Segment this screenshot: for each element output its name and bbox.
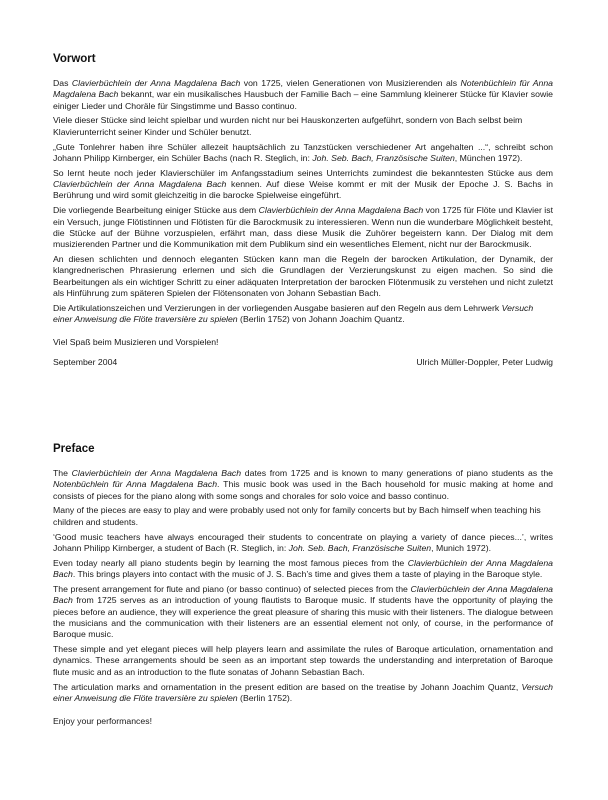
- paragraph-text: , Munich 1972).: [431, 542, 492, 553]
- paragraph-text: von 1725, vielen Generationen von Musizierenden als: [240, 78, 461, 88]
- paragraph-text: An diesen schlichten und dennoch eleganten Stücken kann man die Regeln der barocken Artikulation, der Dynamik, der klangrednerischen Phrasierung erlernen und sich die Grundlagen der Verzierungskunst zu eigen machen. So sind die Bearbeitungen als ein wichtiger Schritt zu einer adäquaten Interpretation der barocken Flötenmusik zu verstehen und nicht zuletzt als Hinführung zum späteren Spielen der Flötensonaten von Johann Sebastian Bach.: [53, 254, 553, 299]
- body-paragraph: [53, 682, 553, 705]
- paragraph-text: from 1725 serves as an introduction of young flautists to Baroque music. If students have the opportunity of playing the pieces before an audience, they will experience the great pleasure of sharing this music with their listeners. The dialogue between the musicians and the communication with their listeners are an essential element not only, of course, in the performance of Baroque music.: [53, 595, 553, 640]
- body-paragraph: [53, 468, 553, 502]
- paragraph-text: Die vorliegende Bearbeitung einiger Stücke aus dem: [53, 205, 259, 216]
- italic-title-text: Notenbüchlein für Anna Magdalena Bach: [53, 479, 218, 490]
- body-paragraph: [53, 558, 553, 581]
- paragraph-text: So lernt heute noch jeder Klavierschüler im Anfangsstadium seines Unterrichts zumindest die bekanntesten Stücke aus dem: [53, 167, 553, 178]
- italic-title-text: Clavierbüchlein der Anna Magdalena Bach: [53, 584, 553, 606]
- paragraph-text: kennen. Auf diese Weise kommt er mit der Musik der Epoche J. S. Bachs in Berührung und wird somit gleichzeitig in die barocke Spielweise eingeführt.: [53, 179, 553, 201]
- paragraph-text: The present arrangement for flute and piano (or basso continuo) of selected pieces from the: [53, 584, 411, 595]
- body-paragraph: [53, 142, 553, 165]
- paragraph-text: von 1725 für Flöte und Klavier ist ein Versuch, junge Flötistinnen und Flötisten für die Barockmusik zu interessieren. Wenn nun die wunderbare Möglichkeit besteht, die Stücke auf der Bühne vorzuspielen, erfährt man, dass diese Musik die Zuhörer begeistern kann. Der Dialog mit dem musizierenden Partner und die Kommunikation mit dem Publikum sind ein wesentliches Element, nicht nur der Barockmusik.: [53, 205, 553, 250]
- body-paragraph: [53, 78, 553, 112]
- vorwort-date: September 2004: [53, 357, 118, 368]
- body-paragraph: [53, 205, 553, 250]
- signature-row: [53, 357, 553, 368]
- paragraph-text: Die Artikulationszeichen und Verzierungen in der vorliegenden Ausgabe basieren auf den Regeln aus dem Lehrwerk: [53, 302, 502, 313]
- preface-section: [53, 442, 553, 731]
- vorwort-body: [53, 78, 553, 326]
- italic-title-text: Versuch einer Anweisung die Flöte traversière zu spielen: [53, 302, 534, 325]
- body-paragraph: [53, 168, 553, 202]
- body-paragraph: [53, 644, 553, 678]
- spacer: [53, 708, 553, 716]
- paragraph-text: ‘Good music teachers have always encouraged their students to concentrate on playing a variety of dance pieces...’, writes Johann Philipp Kirnberger, a student of Bach (R. Steglich, in:: [53, 531, 553, 553]
- paragraph-text: Das: [53, 78, 72, 88]
- italic-title-text: Notenbüchlein für Anna Magdalena Bach: [53, 78, 553, 100]
- italic-title-text: Joh. Seb. Bach, Französische Suiten: [312, 152, 455, 163]
- vorwort-heading: Vorwort: [53, 53, 96, 65]
- paragraph-text: These simple and yet elegant pieces will help players learn and assimilate the rules of Baroque articulation, ornamentation and dynamics. These arrangements should be seen as an important step towards the understanding and interpretation of Baroque flute music and as an introduction to the flute sonatas of Johann Sebastian Bach.: [53, 644, 553, 677]
- preface-heading: Preface: [53, 443, 95, 455]
- vorwort-closing: Viel Spaß beim Musizieren und Vorspielen!: [53, 337, 219, 348]
- paragraph-text: (Berlin 1752) von Johann Joachim Quantz.: [237, 314, 405, 325]
- paragraph-text: Even today nearly all piano students begin by learning the most famous pieces from the: [53, 557, 408, 568]
- vorwort-authors: Ulrich Müller-Doppler, Peter Ludwig: [416, 357, 553, 368]
- italic-title-text: Versuch einer Anweisung die Flöte traversière zu spielen: [53, 681, 553, 703]
- paragraph-text: dates from 1725 and is known to many generations of piano students as the: [241, 468, 553, 478]
- vorwort-section: [53, 52, 553, 369]
- paragraph-text: (Berlin 1752).: [237, 692, 293, 703]
- paragraph-text: The articulation marks and ornamentation in the present edition are based on the treatise by Johann Joachim Quantz,: [53, 681, 522, 692]
- preface-body: [53, 468, 553, 704]
- paragraph-text: Many of the pieces are easy to play and were probably used not only for family concerts but by Bach himself when teaching his children and students.: [53, 505, 541, 527]
- paragraph-text: Viele dieser Stücke sind leicht spielbar und wurden nicht nur bei Hauskonzerten aufgeführt, sondern von Bach selbst beim Klavierunterricht seiner Kinder und Schüler benutzt.: [53, 115, 523, 137]
- body-paragraph: [53, 584, 553, 640]
- body-paragraph: [53, 254, 553, 299]
- spacer: [53, 329, 553, 337]
- paragraph-text: The: [53, 468, 72, 478]
- body-paragraph: [53, 303, 553, 326]
- paragraph-text: bekannt, war ein musikalisches Hausbuch der Familie Bach – eine Sammlung kleinerer Stücke für Klavier sowie einiger Lieder und Choräle für Singstimme und Basso continuo.: [53, 89, 554, 111]
- paragraph-text: . This brings players into contact with the music of J. S. Bach’s time and gives them a taste of playing in the Baroque style.: [72, 569, 543, 580]
- italic-title-text: Clavierbüchlein der Anna Magdalena Bach: [71, 78, 241, 88]
- preface-closing: Enjoy your performances!: [53, 715, 152, 726]
- italic-title-text: Joh. Seb. Bach, Französische Suiten: [288, 542, 432, 553]
- body-paragraph: [53, 532, 553, 555]
- italic-title-text: Clavierbüchlein der Anna Magdalena Bach: [53, 557, 553, 580]
- paragraph-text: „Gute Tonlehrer haben ihre Schüler allezeit hauptsächlich zu Tanzstücken verschiedener Art angehalten ...“, schreibt schon Johann Philipp Kirnberger, ein Schüler Bachs (nach R. Steglich, in:: [53, 141, 553, 163]
- paragraph-text: , München 1972).: [454, 152, 523, 163]
- body-paragraph: [53, 505, 553, 528]
- italic-title-text: Clavierbüchlein der Anna Magdalena Bach: [71, 468, 242, 478]
- body-paragraph: [53, 115, 553, 138]
- italic-title-text: Clavierbüchlein der Anna Magdalena Bach: [53, 179, 227, 190]
- paragraph-text: . This music book was used in the Bach household for music making at home and consists of pieces for the piano along with some songs and chorales for solo voice and basso continuo.: [53, 479, 553, 501]
- italic-title-text: Clavierbüchlein der Anna Magdalena Bach: [258, 205, 424, 216]
